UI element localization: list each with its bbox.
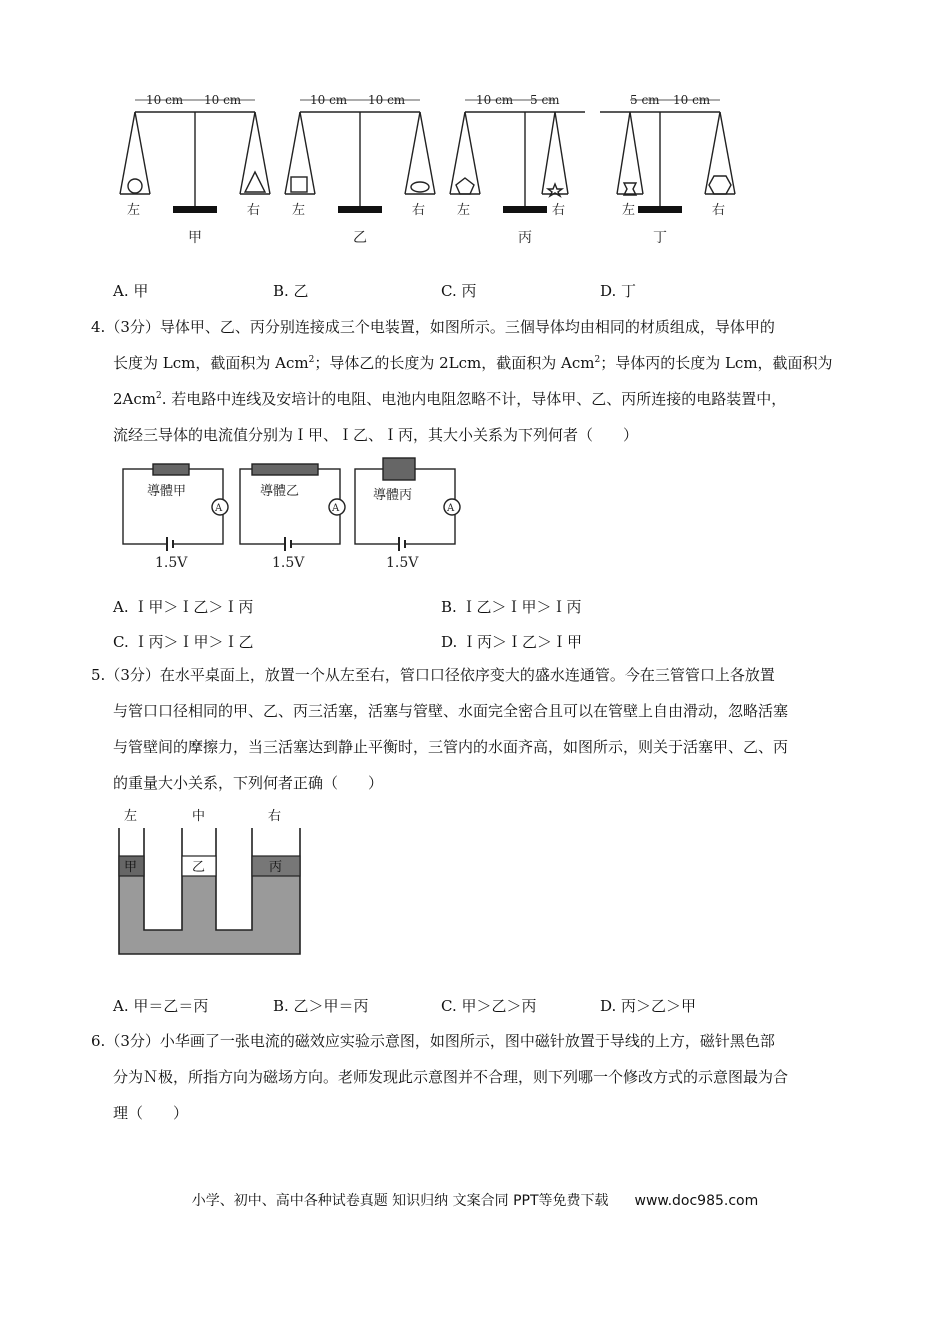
q3-balance-figure — [110, 86, 760, 251]
page-footer — [0, 1190, 950, 1210]
circuit-yi-label: 導體乙 — [260, 484, 300, 499]
circuit-yi-voltage: 1.5V — [272, 555, 305, 571]
circuit-yi — [240, 464, 345, 551]
jia-right-length: 10 cm — [204, 93, 242, 107]
yi-left-pan: 左 — [292, 203, 306, 218]
q4-text-1: 导体甲、乙、丙分别连接成三个电装置，如图所示。三個导体均由相同的材质组成，导体甲的 — [159, 318, 775, 336]
bing-left-length: 10 cm — [476, 93, 514, 107]
balance-ding-label: 丁 — [653, 230, 667, 246]
balance-yi-label: 乙 — [353, 230, 367, 246]
piston-jia-label: 甲 — [124, 860, 138, 875]
piston-bing-label: 丙 — [269, 860, 283, 875]
bing-right-pan: 右 — [552, 203, 566, 218]
jia-left-pan: 左 — [127, 203, 141, 218]
q4-stem-line2 — [113, 352, 833, 373]
balance-yi — [285, 100, 435, 206]
yi-right-pan: 右 — [412, 203, 426, 218]
q3-option-b[interactable]: B. 乙 — [273, 282, 309, 300]
tube-right-label: 右 — [268, 809, 282, 824]
tube-mid-label: 中 — [192, 809, 206, 824]
q5-option-b[interactable]: B. 乙＞甲＝丙 — [273, 997, 369, 1015]
q4-text-2b: ；导体乙的长度为 2Lcm，截面积为 Acm — [314, 354, 595, 372]
q5-stem-line3: 与管壁间的摩擦力，当三活塞达到静止平衡时，三管内的水面齐高，如图所示，则关于活塞甲、乙、丙 — [113, 738, 789, 756]
q5-option-c[interactable]: C. 甲＞乙＞丙 — [441, 997, 537, 1015]
q4-option-c[interactable]: C. Ｉ丙＞Ｉ甲＞Ｉ乙 — [113, 633, 254, 651]
circuit-bing-voltage: 1.5V — [386, 555, 419, 571]
ammeter-jia: A — [215, 503, 223, 514]
ammeter-bing: A — [447, 503, 455, 514]
circuit-jia-voltage: 1.5V — [155, 555, 188, 571]
q3-option-c[interactable]: C. 丙 — [441, 282, 477, 300]
ding-left-length: 5 cm — [630, 93, 660, 107]
q5-text-1: 在水平桌面上，放置一个从左至右，管口口径依序变大的盛水连通管。今在三管管口上各放置 — [159, 666, 775, 684]
circuit-jia-label: 導體甲 — [147, 484, 187, 499]
q5-stem-line4: 的重量大小关系，下列何者正确（ ） — [113, 774, 384, 792]
q5-stem-line1 — [91, 664, 775, 685]
q6-number: 6. — [91, 1032, 106, 1050]
q5-tube-figure — [112, 806, 312, 958]
circuit-bing-label: 導體丙 — [373, 488, 413, 503]
q4-text-3b: . 若电路中连线及安培计的电阻、电池内电阻忽略不计，导体甲、乙、丙所连接的电路装置中， — [161, 390, 787, 408]
balance-ding — [600, 100, 735, 206]
q4-option-b[interactable]: B. Ｉ乙＞Ｉ甲＞Ｉ丙 — [441, 598, 582, 616]
q5-number: 5. — [91, 666, 106, 684]
q4-text-2a: 长度为 Lcm，截面积为 Acm — [113, 354, 309, 372]
q4-option-d[interactable]: D. Ｉ丙＞Ｉ乙＞Ｉ甲 — [441, 633, 583, 651]
q4-sup: 2 — [156, 391, 162, 401]
balance-bing — [450, 100, 585, 206]
q4-sup: 2 — [594, 355, 601, 365]
q4-circuit-figure — [115, 455, 465, 575]
q5-option-d[interactable]: D. 丙＞乙＞甲 — [600, 997, 697, 1015]
balance-jia — [120, 100, 270, 206]
q4-text-2c: ；导体丙的长度为 Lcm，截面积为 — [600, 354, 833, 372]
tube-left-label: 左 — [124, 809, 138, 824]
balance-bing-label: 丙 — [518, 230, 532, 246]
q4-stem-line3 — [113, 388, 786, 409]
q6-stem-line1 — [91, 1030, 775, 1051]
bing-right-length: 5 cm — [530, 93, 560, 107]
q5-stem-line2: 与管口口径相同的甲、乙、丙三活塞，活塞与管壁、水面完全密合且可以在管壁上自由滑动，忽略活塞 — [113, 702, 789, 720]
q4-stem-line1 — [91, 316, 775, 337]
ammeter-yi: A — [332, 503, 340, 514]
yi-right-length: 10 cm — [368, 93, 406, 107]
q6-stem-line2: 分为Ｎ极，所指方向为磁场方向。老师发现此示意图并不合理，则下列哪一个修改方式的示意图最为合 — [113, 1068, 789, 1086]
ding-left-pan: 左 — [622, 203, 636, 218]
circuit-bing — [355, 458, 460, 551]
balance-jia-label: 甲 — [188, 230, 202, 246]
bing-left-pan: 左 — [457, 203, 471, 218]
q4-sup: 2 — [308, 355, 315, 365]
q5-score: （3分） — [105, 666, 160, 684]
q4-text-3a: 2Acm — [113, 390, 157, 408]
q3-option-d[interactable]: D. 丁 — [600, 282, 637, 300]
q4-score: （3分） — [105, 318, 160, 336]
yi-left-length: 10 cm — [310, 93, 348, 107]
q6-text-1: 小华画了一张电流的磁效应实验示意图，如图所示，图中磁针放置于导线的上方，磁针黑色部 — [159, 1032, 775, 1050]
ding-right-length: 10 cm — [673, 93, 711, 107]
footer-url[interactable]: www.doc985.com — [634, 1193, 759, 1209]
jia-right-pan: 右 — [247, 203, 261, 218]
q4-option-a[interactable]: A. Ｉ甲＞Ｉ乙＞Ｉ丙 — [113, 598, 254, 616]
ding-right-pan: 右 — [712, 203, 726, 218]
circuit-jia — [123, 464, 228, 551]
q3-option-a[interactable]: A. 甲 — [113, 282, 149, 300]
q4-stem-line4: 流经三导体的电流值分别为Ｉ甲、Ｉ乙、Ｉ丙，其大小关系为下列何者（ ） — [113, 426, 639, 444]
footer-text: 小学、初中、高中各种试卷真题 知识归纳 文案合同 PPT等免费下载 — [191, 1193, 609, 1209]
piston-yi-label: 乙 — [192, 860, 206, 875]
q6-score: （3分） — [105, 1032, 160, 1050]
q6-stem-line3: 理（ ） — [113, 1104, 189, 1122]
q5-option-a[interactable]: A. 甲＝乙＝丙 — [113, 997, 209, 1015]
q4-number: 4. — [91, 318, 106, 336]
jia-left-length: 10 cm — [146, 93, 184, 107]
